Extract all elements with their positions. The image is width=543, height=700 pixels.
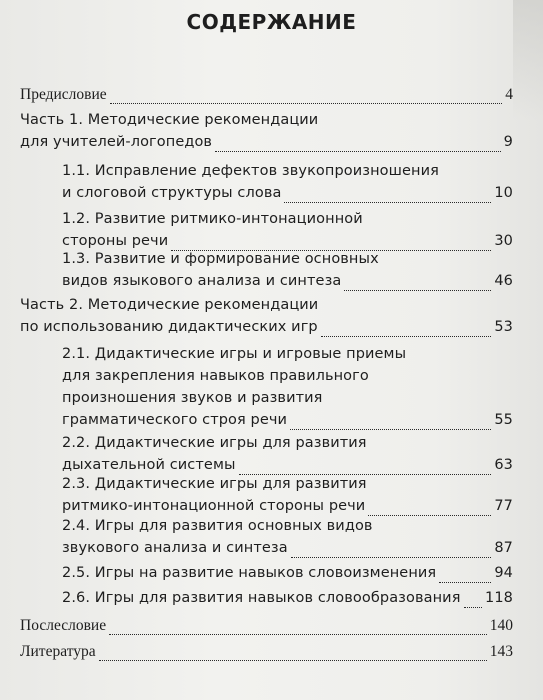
toc-page-number: 30 <box>494 233 513 249</box>
toc-entry-text: 1.2. Развитие ритмико-интонационной <box>62 211 363 227</box>
toc-entry <box>62 590 513 612</box>
toc-page-number: 9 <box>503 134 513 150</box>
toc-entry <box>62 163 513 207</box>
dot-leader <box>321 336 492 337</box>
toc-entry <box>20 297 513 341</box>
toc-page-number: 4 <box>505 86 513 103</box>
toc-page-number: 77 <box>494 498 513 514</box>
toc-entry-text: по использованию дидактических игр <box>20 319 318 335</box>
dot-leader <box>215 151 501 152</box>
toc-page-number: 140 <box>489 617 513 634</box>
dot-leader <box>290 429 491 430</box>
dot-leader <box>109 634 487 635</box>
toc-entry-text: Часть 1. Методические рекомендации <box>20 112 319 128</box>
toc-entry <box>20 643 513 665</box>
toc-entry-line <box>20 643 513 665</box>
toc-entry-line <box>20 297 513 319</box>
toc-entry <box>62 346 513 434</box>
toc-entry-line <box>62 565 513 587</box>
toc-entry-line <box>62 251 513 273</box>
toc-entry-text: стороны речи <box>62 233 169 249</box>
toc-entry-text: 1.3. Развитие и формирование основных <box>62 251 379 267</box>
toc-entry-text: 2.5. Игры на развитие навыков словоизменения <box>62 565 437 581</box>
toc-page-number: 87 <box>494 540 513 556</box>
toc-entry-text: Предисловие <box>20 86 107 103</box>
dot-leader <box>344 290 491 291</box>
toc-page-number: 46 <box>494 273 513 289</box>
toc-entry-text: грамматического строя речи <box>62 412 288 428</box>
toc-entry <box>62 518 513 562</box>
dot-leader <box>439 582 491 583</box>
toc-entry-text: для учителей-логопедов <box>20 134 213 150</box>
toc-entry-line <box>20 112 513 134</box>
toc-entry-line <box>62 412 513 434</box>
toc-entry-line <box>20 617 513 639</box>
toc-entry <box>62 211 513 255</box>
toc-entry <box>62 565 513 587</box>
toc-entry-text: произношения звуков и развития <box>62 390 323 406</box>
toc-entry <box>62 476 513 520</box>
toc-page-number: 53 <box>494 319 513 335</box>
toc-entry-text: 2.2. Дидактические игры для развития <box>62 435 367 451</box>
toc-entry-text: 2.3. Дидактические игры для развития <box>62 476 367 492</box>
toc-entry-line <box>62 211 513 233</box>
dot-leader <box>99 660 487 661</box>
toc-entry-line <box>62 435 513 457</box>
dot-leader <box>291 557 492 558</box>
toc-entry <box>20 86 513 108</box>
dot-leader <box>284 202 491 203</box>
page-title: СОДЕРЖАНИЕ <box>186 10 357 34</box>
toc-entry-text: видов языкового анализа и синтеза <box>62 273 342 289</box>
toc-entry-line <box>62 590 513 612</box>
toc-entry-line <box>62 273 513 295</box>
toc-page-number: 63 <box>494 457 513 473</box>
toc-entry-text: дыхательной системы <box>62 457 236 473</box>
dot-leader <box>464 607 483 608</box>
dot-leader <box>368 515 491 516</box>
toc-page-number: 143 <box>489 643 513 660</box>
toc-entry-line <box>62 498 513 520</box>
toc-entry-text: 1.1. Исправление дефектов звукопроизношения <box>62 163 439 179</box>
toc-entry-text: 2.1. Дидактические игры и игровые приемы <box>62 346 407 362</box>
toc-entry-text: Послесловие <box>20 617 107 634</box>
toc-entry-text: 2.6. Игры для развития навыков словообразования <box>62 590 461 606</box>
toc-page-number: 118 <box>485 590 513 606</box>
toc-entry-text: Часть 2. Методические рекомендации <box>20 297 319 313</box>
toc-entry <box>62 435 513 479</box>
toc-page-number: 94 <box>494 565 513 581</box>
toc-entry-line <box>62 185 513 207</box>
toc-entry-line <box>62 518 513 540</box>
toc-entry <box>20 112 513 156</box>
toc-entry-text: Литература <box>20 643 96 660</box>
toc-entry-line <box>62 163 513 185</box>
toc-page-number: 10 <box>494 185 513 201</box>
toc-entry-line <box>20 319 513 341</box>
toc-entry-text: звукового анализа и синтеза <box>62 540 288 556</box>
toc-entry-line <box>62 390 513 412</box>
dot-leader <box>110 103 503 104</box>
toc-entry-text: 2.4. Игры для развития основных видов <box>62 518 373 534</box>
toc-entry-line <box>62 476 513 498</box>
toc-entry-line <box>62 368 513 390</box>
toc-entry-line <box>62 540 513 562</box>
dot-leader <box>239 474 492 475</box>
toc-entry-text: для закрепления навыков правильного <box>62 368 369 384</box>
toc-entry-line <box>20 134 513 156</box>
toc-entry-line <box>20 86 513 108</box>
toc-entry <box>62 251 513 295</box>
toc-entry <box>20 617 513 639</box>
toc-page-number: 55 <box>494 412 513 428</box>
toc-entry-text: ритмико-интонационной стороны речи <box>62 498 366 514</box>
toc-entry-text: и слоговой структуры слова <box>62 185 282 201</box>
toc-entry-line <box>62 346 513 368</box>
